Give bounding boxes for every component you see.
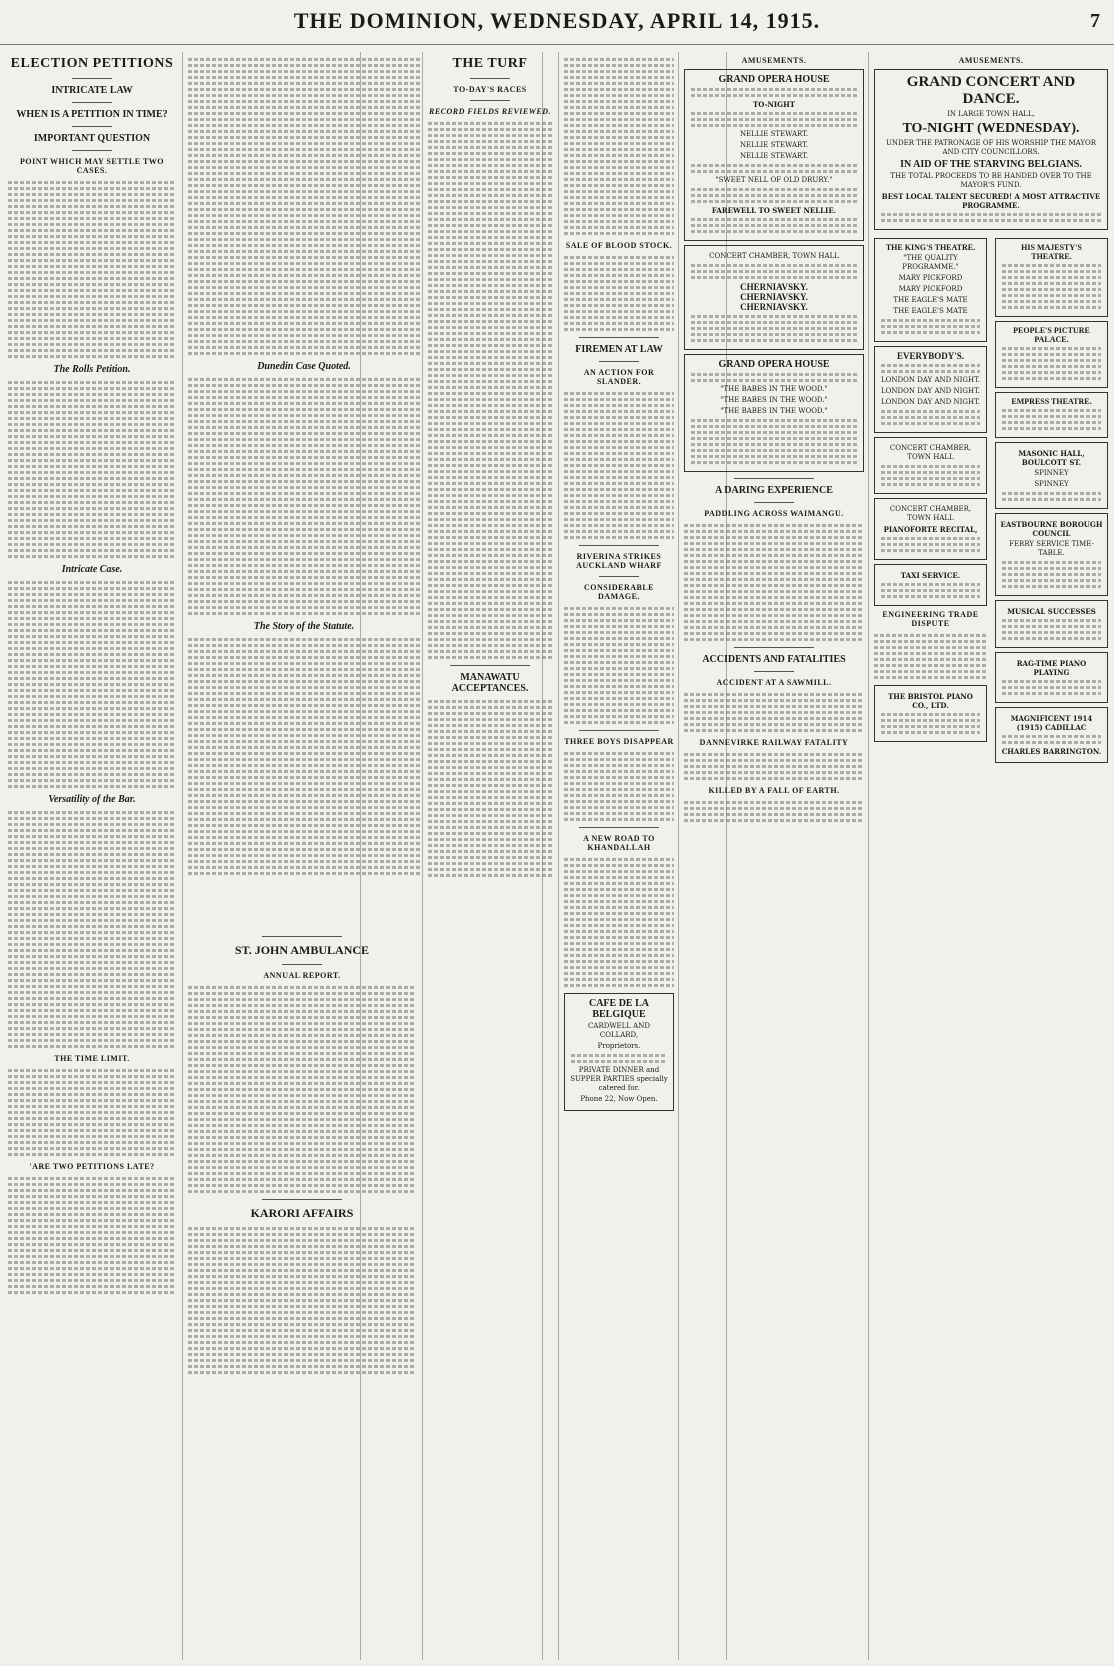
ad-title: CAFE DE LA BELGIQUE bbox=[588, 998, 649, 1020]
ad-grand-opera bbox=[684, 69, 864, 241]
subhead: PADDLING ACROSS WAIMANGU. bbox=[704, 509, 844, 518]
ad-line: SPINNEY bbox=[1034, 469, 1069, 477]
section-heading: The Story of the Statute. bbox=[253, 621, 355, 632]
subhead: CONSIDERABLE DAMAGE. bbox=[583, 583, 654, 601]
ad-subcol-right bbox=[993, 234, 1110, 767]
ad-title: TO-NIGHT (WEDNESDAY). bbox=[902, 121, 1080, 136]
divider bbox=[599, 576, 639, 577]
article-body bbox=[872, 634, 989, 679]
article-body bbox=[682, 753, 866, 780]
article-body bbox=[682, 693, 866, 732]
article-body bbox=[562, 392, 676, 539]
divider bbox=[579, 827, 659, 828]
ad-musical bbox=[995, 600, 1108, 648]
column-rule bbox=[422, 52, 423, 1660]
divider bbox=[579, 730, 659, 731]
ad-row bbox=[872, 234, 1110, 767]
article-body bbox=[186, 1227, 418, 1374]
ad-line: RAG-TIME PIANO PLAYING bbox=[1016, 659, 1087, 677]
subhead: ANNUAL REPORT. bbox=[263, 971, 341, 980]
column-rule bbox=[678, 52, 679, 1660]
subhead: TO-DAY'S RACES bbox=[453, 85, 527, 94]
ad-eastbourne bbox=[995, 513, 1108, 596]
divider bbox=[282, 964, 322, 965]
headline-khandallah: A NEW ROAD TO KHANDALLAH bbox=[583, 834, 655, 852]
column-amusements-a bbox=[682, 52, 866, 1660]
ad-title: HIS MAJESTY'S THEATRE. bbox=[1021, 243, 1082, 261]
section-heading: Intricate Case. bbox=[61, 564, 123, 575]
ad-line: FAREWELL TO SWEET NELLIE. bbox=[711, 206, 837, 215]
subhead: ACCIDENT AT A SAWMILL. bbox=[716, 678, 832, 687]
page-number: 7 bbox=[1090, 10, 1100, 32]
ad-title: GRAND OPERA HOUSE bbox=[718, 359, 830, 370]
ad-line: PRIVATE DINNER and SUPPER PARTIES specially catered for. bbox=[570, 1066, 668, 1092]
ad-line: LONDON DAY AND NIGHT. bbox=[881, 376, 980, 384]
subhead: INTRICATE LAW bbox=[51, 85, 133, 96]
ad-line: CHARLES BARRINGTON. bbox=[1001, 747, 1102, 756]
article-body bbox=[562, 256, 676, 331]
ad-line: BEST LOCAL TALENT SECURED! A MOST ATTRACTIVE PROGRAMME. bbox=[881, 192, 1101, 210]
headline-daring: A DARING EXPERIENCE bbox=[715, 485, 833, 496]
ad-grand-opera-2 bbox=[684, 354, 864, 472]
divider bbox=[754, 671, 794, 672]
ad-title: EVERYBODY'S. bbox=[897, 351, 964, 361]
ad-line: THE EAGLE'S MATE bbox=[893, 296, 968, 304]
divider bbox=[599, 361, 639, 362]
section-heading: THE TIME LIMIT. bbox=[54, 1054, 130, 1063]
ad-title: CHERNIAVSKY. bbox=[740, 282, 808, 292]
ad-line: CONCERT CHAMBER, TOWN HALL bbox=[889, 444, 972, 461]
ad-line: NELLIE STEWART. bbox=[739, 152, 809, 160]
ad-title: EMPRESS THEATRE. bbox=[1011, 397, 1092, 406]
headline-st-john: ST. JOHN AMBULANCE bbox=[234, 943, 370, 957]
ad-title: GRAND OPERA HOUSE bbox=[718, 74, 830, 85]
section-heading: The Rolls Petition. bbox=[53, 364, 131, 375]
subhead: POINT WHICH MAY SETTLE TWO CASES. bbox=[20, 157, 164, 175]
ad-line: "THE BABES IN THE WOOD." bbox=[720, 407, 828, 415]
ad-title: PEOPLE'S PICTURE PALACE. bbox=[1013, 326, 1090, 344]
headline-engineering: ENGINEERING TRADE DISPUTE bbox=[882, 610, 979, 628]
divider bbox=[262, 1199, 342, 1200]
ad-line: LONDON DAY AND NIGHT. bbox=[881, 387, 980, 395]
ad-line: CONCERT CHAMBER, TOWN HALL bbox=[889, 505, 972, 522]
ad-line: IN LARGE TOWN HALL, bbox=[947, 110, 1035, 118]
ad-line: MAGNIFICENT 1914 (1915) CADILLAC bbox=[1010, 714, 1093, 732]
ad-title: IN AID OF THE STARVING BELGIANS. bbox=[900, 159, 1082, 170]
headline-riverina: RIVERINA STRIKES AUCKLAND WHARF bbox=[576, 552, 662, 570]
ad-cadillac bbox=[995, 707, 1108, 763]
section-heading: MANAWATU ACCEPTANCES. bbox=[451, 672, 529, 694]
subhead: WHEN IS A PETITION IN TIME? bbox=[16, 109, 168, 120]
ad-masonic bbox=[995, 442, 1108, 509]
column-2-lower bbox=[186, 930, 418, 1660]
subhead: KILLED BY A FALL OF EARTH. bbox=[708, 786, 840, 795]
column-rule bbox=[558, 52, 559, 1660]
subhead: AN ACTION FOR SLANDER. bbox=[583, 368, 655, 386]
ad-ragtime bbox=[995, 652, 1108, 703]
ad-line: "THE QUALITY PROGRAMME." bbox=[902, 254, 959, 271]
divider bbox=[734, 478, 814, 479]
ad-line: Proprietors. bbox=[597, 1042, 641, 1050]
article-body bbox=[562, 858, 676, 987]
ad-line: PIANOFORTE RECITAL, bbox=[883, 525, 978, 534]
ad-line: NELLIE STEWART. bbox=[739, 130, 809, 138]
column-amusements-b bbox=[872, 52, 1110, 1660]
headline-karori: KARORI AFFAIRS bbox=[250, 1206, 354, 1220]
section-heading: Dunedin Case Quoted. bbox=[257, 361, 351, 372]
article-body bbox=[562, 607, 676, 724]
ad-line: NELLIE STEWART. bbox=[739, 141, 809, 149]
ad-bristol bbox=[874, 685, 987, 742]
headline-election-petitions: ELECTION PETITIONS bbox=[10, 56, 174, 71]
article-body bbox=[682, 801, 866, 822]
ad-line: LONDON DAY AND NIGHT. bbox=[881, 398, 980, 406]
divider bbox=[734, 647, 814, 648]
ad-line: THE EAGLE'S MATE bbox=[893, 307, 968, 315]
ad-line: THE TOTAL PROCEEDS TO BE HANDED OVER TO THE MAYOR'S FUND. bbox=[890, 172, 1092, 189]
ad-piano-recital bbox=[874, 498, 987, 560]
ad-title: THE KING'S THEATRE. bbox=[885, 243, 976, 252]
article-body bbox=[562, 58, 676, 235]
ad-concert-chamber bbox=[874, 437, 987, 494]
ad-line: CARDWELL AND COLLARD, bbox=[588, 1022, 650, 1039]
ad-title: CHERNIAVSKY. bbox=[740, 292, 808, 302]
ad-line: Phone 22, Now Open. bbox=[580, 1095, 658, 1103]
column-rule bbox=[868, 52, 869, 1660]
ad-kings bbox=[874, 238, 987, 342]
subhead: RECORD FIELDS REVIEWED. bbox=[429, 107, 551, 116]
divider bbox=[579, 545, 659, 546]
ad-line: MUSICAL SUCCESSES bbox=[1007, 607, 1096, 616]
headline-accidents: ACCIDENTS AND FATALITIES bbox=[702, 654, 846, 665]
headline-three-boys: THREE BOYS DISAPPEAR bbox=[564, 737, 674, 746]
headline-firemen: FIREMEN AT LAW bbox=[575, 344, 663, 355]
section-heading: SALE OF BLOOD STOCK. bbox=[565, 241, 673, 250]
column-news bbox=[562, 52, 676, 1660]
divider bbox=[579, 337, 659, 338]
ad-grand-concert bbox=[874, 69, 1108, 230]
article-body bbox=[186, 986, 418, 1193]
ad-cafe-belgique bbox=[564, 993, 674, 1111]
subhead: IMPORTANT QUESTION bbox=[33, 133, 151, 144]
ad-line: UNDER THE PATRONAGE OF HIS WORSHIP THE MAYOR AND CITY COUNCILLORS. bbox=[885, 139, 1097, 156]
divider bbox=[754, 502, 794, 503]
ad-line: TO-NIGHT bbox=[753, 100, 795, 109]
ad-line: EASTBOURNE BOROUGH COUNCIL bbox=[1000, 520, 1103, 538]
ad-subcol-left bbox=[872, 234, 989, 767]
ad-line: MARY PICKFORD bbox=[898, 285, 963, 293]
section-label: AMUSEMENTS. bbox=[741, 56, 807, 65]
ad-line: SPINNEY bbox=[1034, 480, 1069, 488]
ad-line: FERRY SERVICE TIME-TABLE. bbox=[1009, 540, 1094, 557]
ad-line: CONCERT CHAMBER, TOWN HALL bbox=[709, 252, 839, 260]
masthead-title: THE DOMINION, WEDNESDAY, APRIL 14, 1915. bbox=[293, 8, 821, 33]
ad-line: MARY PICKFORD bbox=[898, 274, 963, 282]
ad-line: "THE BABES IN THE WOOD." bbox=[720, 396, 828, 404]
ad-everybodys bbox=[874, 346, 987, 433]
section-heading: 'ARE TWO PETITIONS LATE? bbox=[29, 1162, 155, 1171]
divider bbox=[262, 936, 342, 937]
ad-line: "THE BABES IN THE WOOD." bbox=[720, 385, 828, 393]
ad-taxi bbox=[874, 564, 987, 606]
ad-his-majestys bbox=[995, 238, 1108, 317]
ad-title: CHERNIAVSKY. bbox=[740, 302, 808, 312]
ad-peoples bbox=[995, 321, 1108, 388]
ad-line: MASONIC HALL, BOULCOTT ST. bbox=[1018, 449, 1085, 467]
ad-line: TAXI SERVICE. bbox=[900, 571, 961, 580]
ad-cherniavsky bbox=[684, 245, 864, 350]
ad-empress bbox=[995, 392, 1108, 438]
headline-turf: THE TURF bbox=[452, 56, 528, 71]
article-body bbox=[562, 752, 676, 821]
subhead: DANNEVIRKE RAILWAY FATALITY bbox=[699, 738, 849, 747]
ad-line: "SWEET NELL OF OLD DRURY." bbox=[715, 176, 833, 184]
article-body bbox=[682, 524, 866, 641]
section-label: AMUSEMENTS. bbox=[958, 56, 1024, 65]
ad-line: THE BRISTOL PIANO CO., LTD. bbox=[888, 692, 973, 710]
ad-title: GRAND CONCERT AND DANCE. bbox=[906, 74, 1076, 107]
section-heading: Versatility of the Bar. bbox=[48, 794, 136, 805]
